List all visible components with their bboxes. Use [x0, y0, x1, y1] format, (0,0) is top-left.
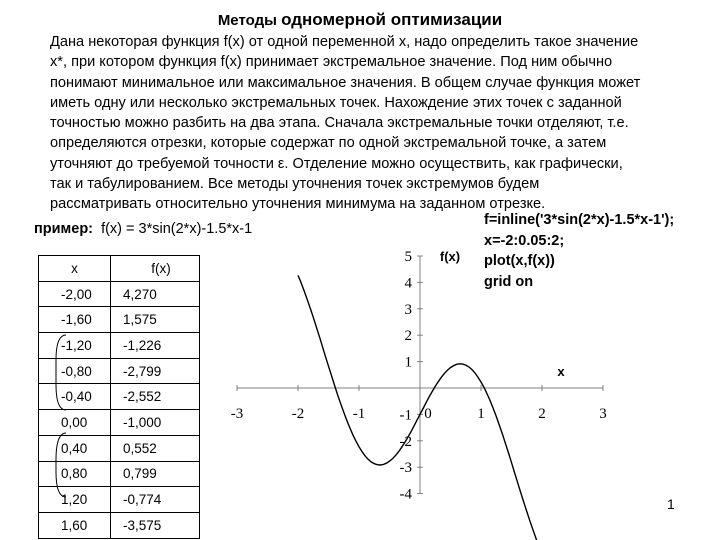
example-formula: f(x) = 3*sin(2*x)-1.5*x-1: [101, 221, 253, 237]
cell-fx: 0,552: [111, 435, 200, 461]
cell-fx: -1,000: [111, 410, 200, 436]
interval-bracket: [56, 433, 66, 497]
y-tick-label: -2: [399, 433, 412, 450]
paragraph-line: понимают минимальное или максимальное значения. В общем случае функция может: [50, 74, 641, 91]
code-line: grid on: [484, 273, 534, 290]
cell-x: -0,40: [39, 384, 111, 410]
plot-area: [231, 249, 607, 540]
x-axis-label: x: [557, 364, 565, 379]
x-tick-label: -3: [230, 406, 244, 422]
x-tick-label: -1: [352, 406, 366, 422]
x-tick-label: -2: [291, 406, 305, 422]
paragraph-line: Дана некоторая функция f(x) от одной переменной x, надо определить такое значение: [50, 34, 639, 50]
x-tick-label: 2: [538, 406, 546, 422]
cell-x: -0,80: [39, 358, 111, 384]
x-tick-label: 0: [424, 406, 432, 422]
y-axis-label: f(x): [439, 249, 461, 264]
header-fx: f(x): [111, 256, 200, 282]
cell-fx: -2,552: [111, 384, 200, 410]
cell-x: -1,60: [39, 307, 111, 333]
y-tick-label: 5: [404, 249, 412, 265]
paragraph-line: рассматривать относительно уточнения минимума на заданном отрезке.: [50, 196, 546, 213]
cell-fx: 4,270: [111, 281, 200, 307]
cell-x: -1,20: [39, 333, 111, 359]
cell-x: 0,00: [39, 410, 111, 436]
cell-x: -2,00: [39, 281, 111, 307]
example-label: пример:: [34, 221, 94, 237]
y-tick-label: 1: [404, 354, 412, 371]
cell-fx: -0,774: [111, 487, 200, 513]
y-tick-label: -4: [399, 486, 412, 503]
cell-fx: -1,226: [111, 333, 200, 359]
x-tick-label: 1: [477, 406, 485, 422]
code-line: x=-2:0.05:2;: [484, 232, 565, 249]
x-tick-label: 3: [599, 406, 607, 422]
cell-x: 1,20: [39, 487, 111, 513]
cell-x: 1,60: [39, 512, 111, 538]
paragraph-line: определяются отрезки, которые содержат по одной экстремальной точке, а затем: [50, 135, 607, 152]
interval-bracket: [56, 335, 66, 410]
y-tick-label: 4: [404, 275, 412, 292]
code-line: f=inline('3*sin(2*x)-1.5*x-1');: [484, 212, 675, 228]
cell-fx: -2,799: [111, 358, 200, 384]
cell-fx: -3,575: [111, 512, 200, 538]
cell-fx: 1,575: [111, 307, 200, 333]
paragraph-line: иметь одну или несколько экстремальных точек. Нахождение этих точек с заданной: [50, 94, 622, 111]
cell-x: 0,80: [39, 461, 111, 487]
paragraph-line: так и табулированием. Все методы уточнения точек экстремумов будем: [50, 176, 540, 193]
paragraph-line: x*, при котором функция f(x) принимает экстремальное значение. Под ним обычно: [50, 54, 613, 71]
y-tick-label: -1: [399, 407, 412, 424]
paragraph-line: уточняют до требуемой точности ε. Отделение можно осуществить, как графически,: [50, 155, 623, 172]
page-number: 1: [667, 496, 675, 512]
paragraph-line: точностью можно разбить на два этапа. Сначала экстремальные точки отделяют, т.е.: [50, 115, 629, 132]
slide-title: Методы одномерной оптимизации: [217, 10, 503, 29]
y-tick-label: -3: [399, 460, 412, 477]
code-line: plot(x,f(x)): [484, 253, 555, 269]
cell-x: 0,40: [39, 435, 111, 461]
y-tick-label: 2: [404, 328, 412, 345]
header-x: x: [39, 256, 111, 282]
y-tick-label: 3: [404, 301, 412, 318]
cell-fx: 0,799: [111, 461, 200, 487]
